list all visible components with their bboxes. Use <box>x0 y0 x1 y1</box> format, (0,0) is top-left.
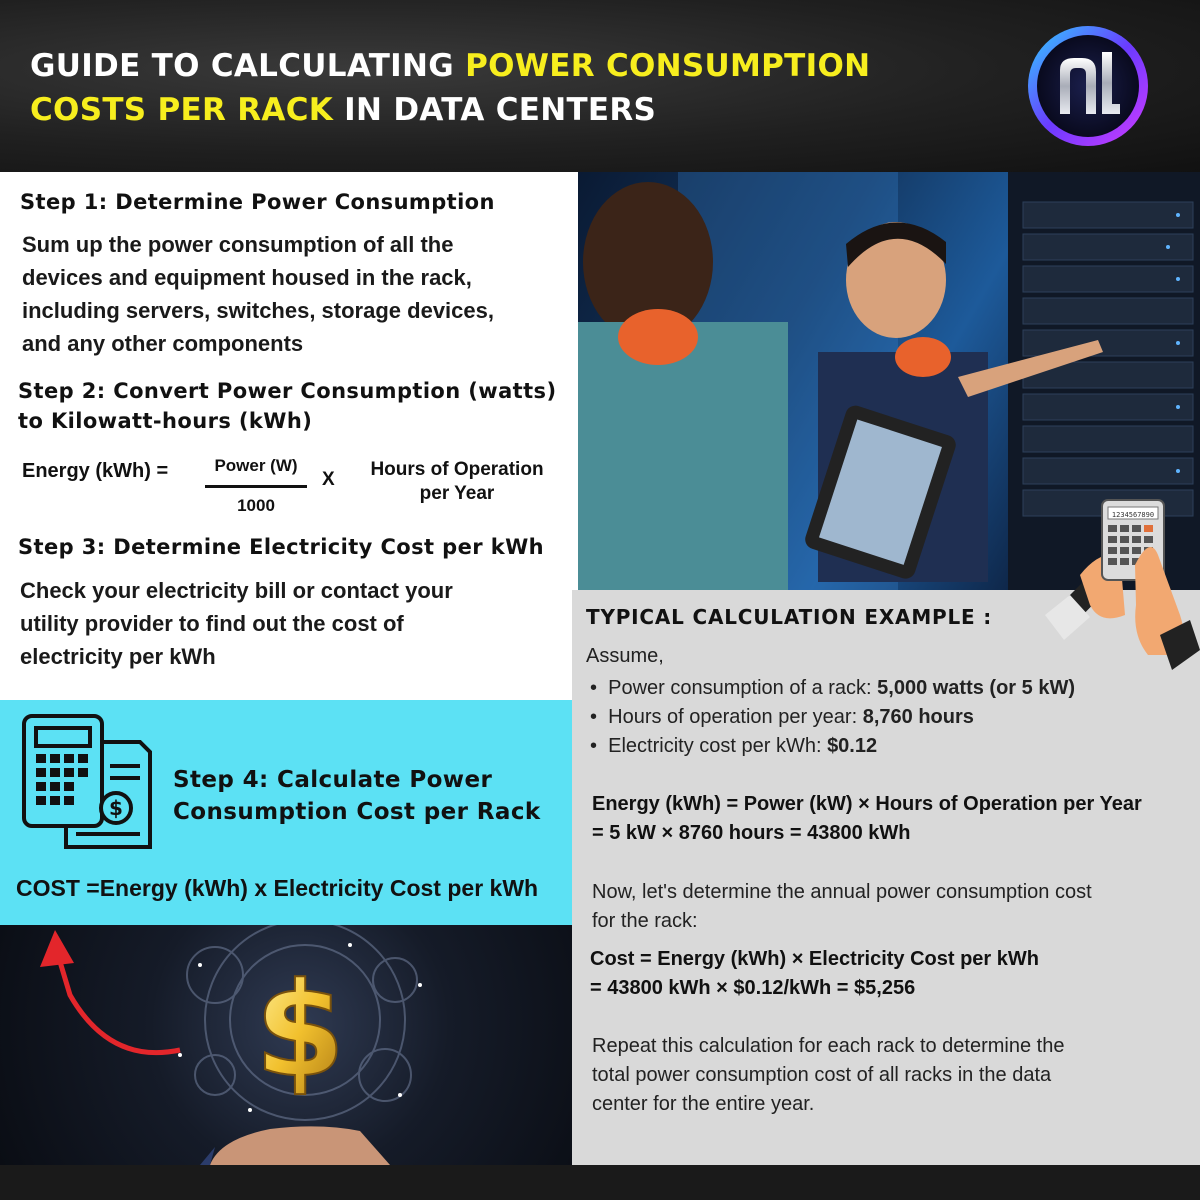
calculator-display: 1234567890 <box>1111 511 1155 519</box>
energy-line: = 5 kW × 8760 hours = 43800 kWh <box>592 822 911 844</box>
formula-times: X <box>322 469 335 490</box>
svg-text:$: $ <box>109 796 123 820</box>
step2-title-line: to Kilowatt-hours (kWh) <box>18 409 313 433</box>
list-item: • Hours of operation per year: 8,760 hours <box>590 706 974 728</box>
page-title <box>30 44 930 132</box>
step4-title-line: Consumption Cost per Rack <box>173 799 541 825</box>
calculator-hand-icon <box>1040 495 1200 670</box>
energy-formula <box>22 452 572 522</box>
list-item: • Electricity cost per kWh: $0.12 <box>590 735 878 757</box>
title-part-2: IN DATA CENTERS <box>333 92 657 128</box>
step3-title: Step 3: Determine Electricity Cost per kWh <box>18 535 544 559</box>
title-part-1: GUIDE TO CALCULATING <box>30 48 466 84</box>
step3-body-line: Check your electricity bill or contact your <box>20 578 453 603</box>
repeat-line: Repeat this calculation for each rack to determine the <box>592 1035 1065 1057</box>
fraction-bar <box>205 485 307 488</box>
svg-text:$: $ <box>254 954 346 1106</box>
bullet-value: 5,000 watts (or 5 kW) <box>877 677 1075 699</box>
step3-body <box>20 574 453 673</box>
cost-line: = 43800 kWh × $0.12/kWh = $5,256 <box>590 977 916 999</box>
step3-body-line: electricity per kWh <box>20 644 216 669</box>
energy-line: Energy (kWh) = Power (kW) × Hours of Operation per Year <box>592 793 1142 815</box>
energy-calculation <box>592 790 1142 848</box>
now-text <box>592 878 1092 936</box>
step1-body <box>22 228 494 360</box>
repeat-line: center for the entire year. <box>592 1093 815 1115</box>
brand-logo <box>1024 22 1152 150</box>
step1-body-line: and any other components <box>22 331 304 356</box>
formula-hours <box>352 458 562 506</box>
step2-title-line: Step 2: Convert Power Consumption (watts) <box>18 379 557 403</box>
bullet-value: 8,760 hours <box>862 706 974 728</box>
formula-hours-line: Hours of Operation <box>370 459 544 480</box>
example-heading: TYPICAL CALCULATION EXAMPLE : <box>586 605 993 629</box>
cost-calculation <box>590 945 1039 1003</box>
dollar-hand-illustration <box>0 925 572 1165</box>
step4-title-line: Step 4: Calculate Power <box>173 767 493 793</box>
step1-body-line: Sum up the power consumption of all the <box>22 232 454 257</box>
example-panel <box>572 590 1200 1165</box>
list-item: • Power consumption of a rack: 5,000 watts (or 5 kW) <box>590 677 1075 699</box>
formula-lhs: Energy (kWh) = <box>22 460 169 482</box>
assume-label: Assume, <box>586 645 664 667</box>
step4-panel <box>0 700 572 925</box>
now-line: for the rack: <box>592 910 698 932</box>
bullet-label: Hours of operation per year: <box>608 706 863 728</box>
bullet-value: $0.12 <box>827 735 878 757</box>
footer-strip <box>0 1165 1200 1200</box>
header-banner <box>0 0 1200 172</box>
formula-numerator: Power (W) <box>214 456 298 475</box>
title-highlight-1: POWER CONSUMPTION <box>465 48 871 84</box>
bullet-label: Power consumption of a rack: <box>608 677 878 699</box>
red-curved-arrow <box>58 955 180 1053</box>
step4-title <box>173 764 541 828</box>
step1-body-line: devices and equipment housed in the rack, <box>22 265 472 290</box>
now-line: Now, let's determine the annual power consumption cost <box>592 881 1092 903</box>
cost-line: Cost = Energy (kWh) × Electricity Cost per kWh <box>590 948 1039 970</box>
step2-title <box>18 376 556 436</box>
repeat-note <box>592 1032 1064 1119</box>
step1-body-line: including servers, switches, storage devices, <box>22 298 494 323</box>
calculator-invoice-icon <box>20 712 155 857</box>
repeat-line: total power consumption cost of all racks in the data <box>592 1064 1052 1086</box>
title-highlight-2: COSTS PER RACK <box>30 92 334 128</box>
step1-title: Step 1: Determine Power Consumption <box>20 190 495 214</box>
formula-denominator: 1000 <box>237 496 275 515</box>
money-illustration <box>0 925 572 1165</box>
bullet-label: Electricity cost per kWh: <box>608 735 828 757</box>
step3-body-line: utility provider to find out the cost of <box>20 611 404 636</box>
cost-formula: COST =Energy (kWh) x Electricity Cost per kWh <box>16 875 539 901</box>
assumption-list <box>590 674 1075 761</box>
formula-hours-line: per Year <box>419 483 495 504</box>
